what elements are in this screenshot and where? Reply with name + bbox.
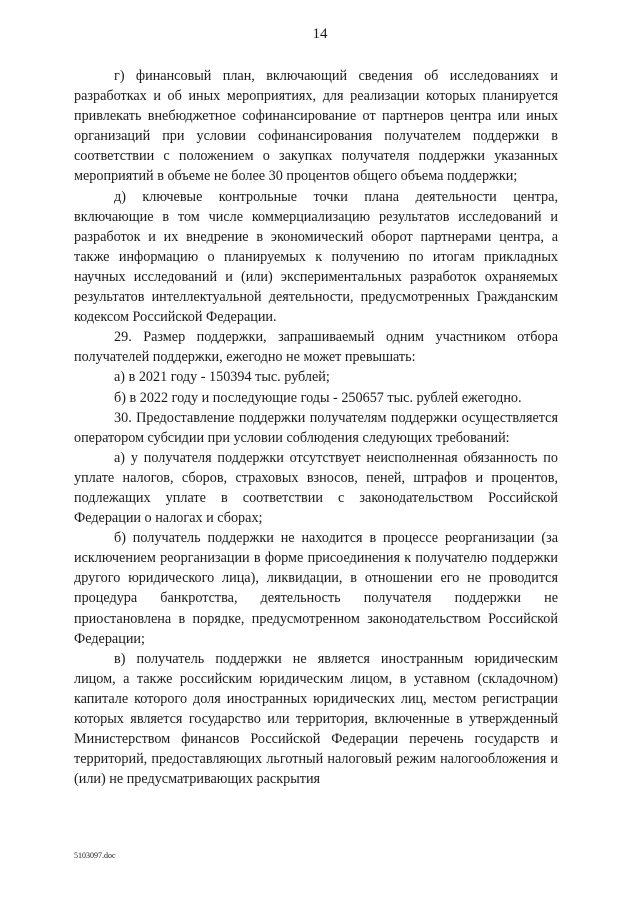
paragraph-support-2022: б) в 2022 году и последующие годы - 250657 тыс. рублей ежегодно. (114, 389, 522, 406)
document-body (74, 66, 558, 789)
paragraph-no-reorganization: б) получатель поддержки не находится в процессе реорганизации (за исключением реорганизации в форме присоединения к получателю поддержки другого юридического лица), ликвидации, в отношении его не проводится процедура банкротства, деятельность получателя поддержки не приостановлена в порядке, предусмотренном законодательством Российской Федерации; (74, 530, 558, 647)
page-number: 14 (312, 26, 328, 42)
paragraph-support-size: 29. Размер поддержки, запрашиваемый одним участником отбора получателей поддержки, ежегодно не может превышать: (74, 329, 558, 366)
paragraph-financial-plan: г) финансовый план, включающий сведения об исследованиях и разработках и об иных мероприятиях, для реализации которых планируется привлекать внебюджетное софинансирование от партнеров центра или иных организаций при условии софинансирования получателем поддержки в соответствии с положением о закупках получателя поддержки указанных мероприятий в объеме не более 30 процентов общего объема поддержки; (74, 68, 558, 185)
paragraph-support-conditions: 30. Предоставление поддержки получателям поддержки осуществляется оператором субсидии при условии соблюдения следующих требований: (74, 409, 558, 446)
paragraph-no-tax-debt: а) у получателя поддержки отсутствует неисполненная обязанность по уплате налогов, сборов, страховых взносов, пеней, штрафов и процентов, подлежащих уплате в соответствии с законодательством Российской Федерации о налогах и сборах; (74, 449, 558, 527)
paragraph-key-checkpoints: д) ключевые контрольные точки плана деятельности центра, включающие в том числе коммерциализацию результатов исследований и разработок и их внедрение в экономический оборот партнерами центра, а также информацию о планируемых к получению по итогам прикладных научных исследований и (или) экспериментальных разработок охраняемых результатов интеллектуальной деятельности, предусмотренных Гражданским кодексом Российской Федерации. (74, 188, 558, 326)
paragraph-not-foreign-entity: в) получатель поддержки не является иностранным юридическим лицом, а также российским юридическим лицом, в уставном (складочном) капитале которого доля иностранных юридических лиц, местом регистрации которых является государство или территория, включенные в утвержденный Министерством финансов Российской Федерации перечень государств и территорий, предоставляющих льготный налоговый режим налогообложения и (или) не предусматривающих раскрытия (74, 650, 558, 788)
paragraph-support-2021: а) в 2021 году - 150394 тыс. рублей; (114, 369, 330, 386)
document-footer: 5103097.doc (74, 851, 116, 860)
